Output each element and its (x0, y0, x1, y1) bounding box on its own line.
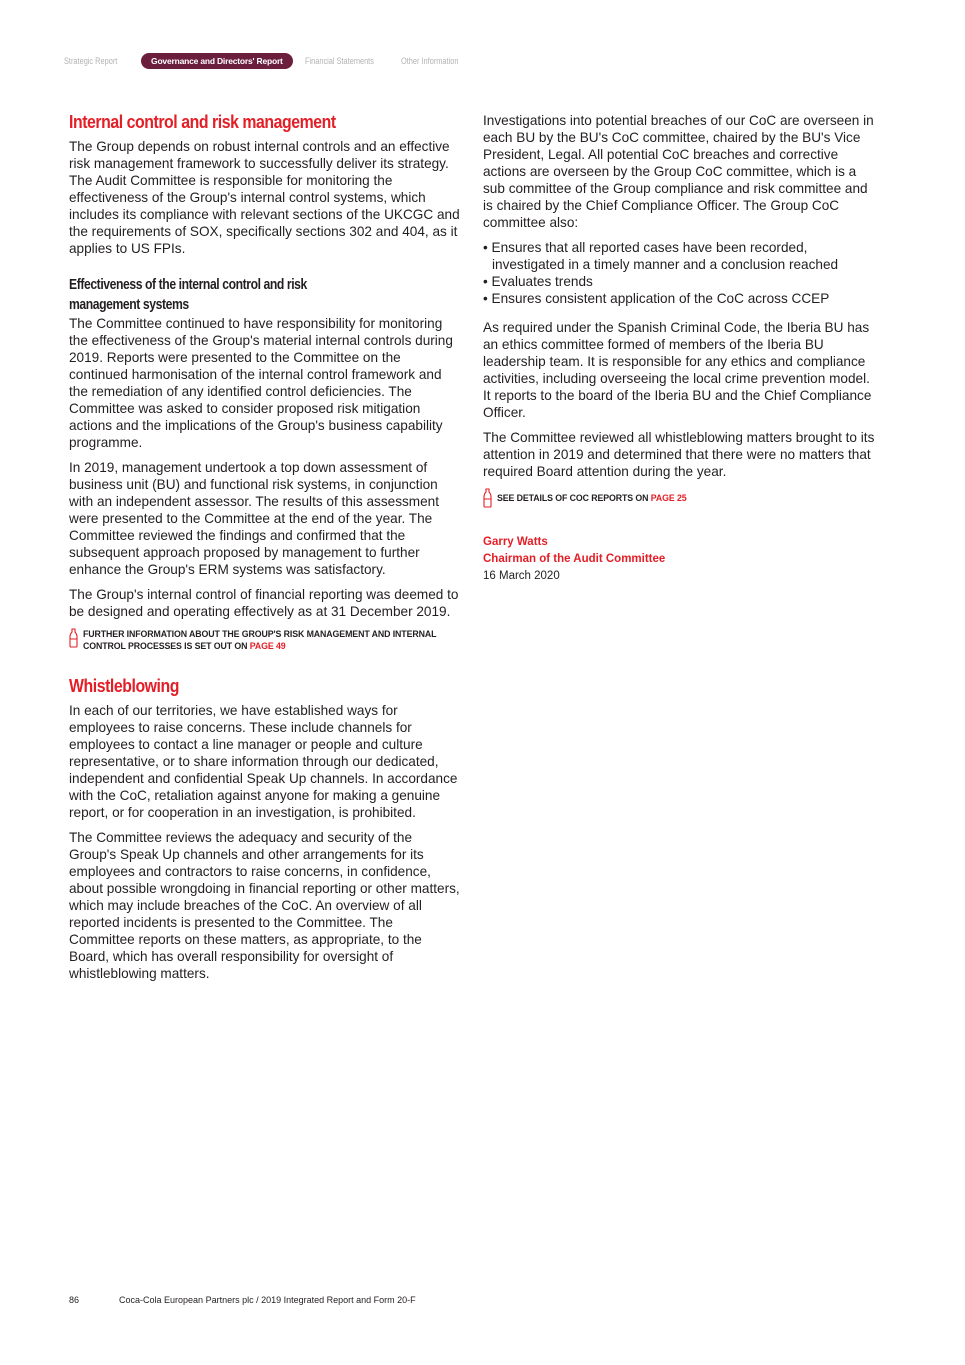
bottle-icon (69, 628, 78, 648)
bullet-list (483, 239, 875, 307)
page-link[interactable]: PAGE 49 (249, 641, 286, 651)
signature-date: 16 March 2020 (483, 570, 560, 582)
paragraph-whistleblowing-1: In each of our territories, we have established ways for employees to raise concerns. These include channels for employees to contact a line manager or people and culture representative, or to share information through our dedicated, independent and confidential Speak Up channels. In accordance with the CoC, retaliation against anyone for making a genuine report, or for cooperation in an investigation, is prohibited. (69, 703, 458, 820)
paragraph-internal-control: The Group depends on robust internal controls and an effective risk management framework to successfully deliver its strategy. The Audit Committee is responsible for monitoring the effectiveness of the Group's internal control systems, which includes its compliance with relevant sections of the UKCGC and the requirements of SOX, specifically sections 302 and 404, as it applies to US FPIs. (69, 139, 460, 256)
paragraph-review: The Committee reviewed all whistleblowing matters brought to its attention in 2019 and determined that there were no matters that required Board attention during the year. (483, 430, 875, 479)
section-nav (64, 53, 471, 69)
page-link[interactable]: PAGE 25 (650, 493, 687, 503)
signature-block (483, 534, 875, 585)
tab-strategic-report[interactable]: Strategic Report (64, 56, 118, 66)
page-footer (69, 1295, 416, 1305)
list-item: • Evaluates trends (483, 273, 875, 290)
cross-reference-text: SEE DETAILS OF COC REPORTS ON (497, 493, 649, 503)
cross-reference-coc[interactable] (483, 488, 875, 508)
paragraph-iberia: As required under the Spanish Criminal Code, the Iberia BU has an ethics committee formed of members of the Iberia BU leadership team. It is responsible for any ethics and compliance activities, including overseeing the local crime prevention model. It reports to the board of the Iberia BU and the Chief Compliance Officer. (483, 320, 872, 420)
list-item: • Ensures that all reported cases have been recorded, investigated in a timely manner and a conclusion reached (483, 239, 875, 273)
paragraph-effectiveness-1: The Committee continued to have responsibility for monitoring the effectiveness of the Group's material internal controls during 2019. Reports were presented to the Committee on the continued harmonisation of the internal control framework and the remediation of any identified control deficiencies. The Committee was asked to consider proposed risk mitigation actions and the implications of the Group's business capability programme. (69, 316, 453, 450)
tab-other-information[interactable]: Other Information (400, 56, 459, 66)
heading-effectiveness: Effectiveness of the internal control and risk management systems (69, 277, 307, 313)
list-item: • Ensures consistent application of the CoC across CCEP (483, 290, 875, 307)
signatory-role: Chairman of the Audit Committee (483, 553, 666, 565)
page-number: 86 (69, 1295, 80, 1305)
paragraph-effectiveness-3: The Group's internal control of financial reporting was deemed to be designed and operating effectively as at 31 December 2019. (69, 587, 459, 619)
left-column (69, 112, 461, 990)
document-title: Coca-Cola European Partners plc / 2019 Integrated Report and Form 20-F (119, 1295, 416, 1305)
bottle-icon (483, 488, 492, 508)
paragraph-investigations: Investigations into potential breaches of our CoC are overseen in each BU by the BU's CoC committee, chaired by the BU's Vice President, Legal. All potential CoC breaches and corrective actions are overseen by the Group CoC committee, which is a sub committee of the Group compliance and risk committee and is chaired by the Chief Compliance Officer. The Group CoC committee also: (483, 113, 874, 230)
right-column (483, 112, 875, 585)
paragraph-whistleblowing-2: The Committee reviews the adequacy and security of the Group's Speak Up channels and other arrangements for its employees and contractors to raise concerns, in confidence, about possible wrongdoing in financial reporting or other matters, which may include breaches of the CoC. An overview of all reported incidents is presented to the Committee. The Committee reports on these matters, as appropriate, to the Board, which has overall responsibility for oversight of whistleblowing matters. (69, 830, 460, 981)
tab-financial-statements[interactable]: Financial Statements (304, 56, 374, 66)
cross-reference-text: FURTHER INFORMATION ABOUT THE GROUP'S RISK MANAGEMENT AND INTERNAL CONTROL PROCESSES IS SET OUT ON (83, 629, 437, 651)
tab-governance[interactable]: Governance and Directors' Report (141, 53, 293, 69)
heading-whistleblowing: Whistleblowing (69, 676, 179, 696)
cross-reference-risk[interactable] (69, 628, 461, 652)
signatory-name: Garry Watts (483, 536, 548, 548)
heading-internal-control: Internal control and risk management (69, 112, 336, 132)
paragraph-effectiveness-2: In 2019, management undertook a top down assessment of business unit (BU) and functional risk systems, in conjunction with an independent assessor. The results of this assessment were presented to the Committee at the end of the year. The Committee reviewed the findings and confirmed that the subsequent approach proposed by management to further enhance the Group's ERM systems was satisfactory. (69, 460, 440, 577)
